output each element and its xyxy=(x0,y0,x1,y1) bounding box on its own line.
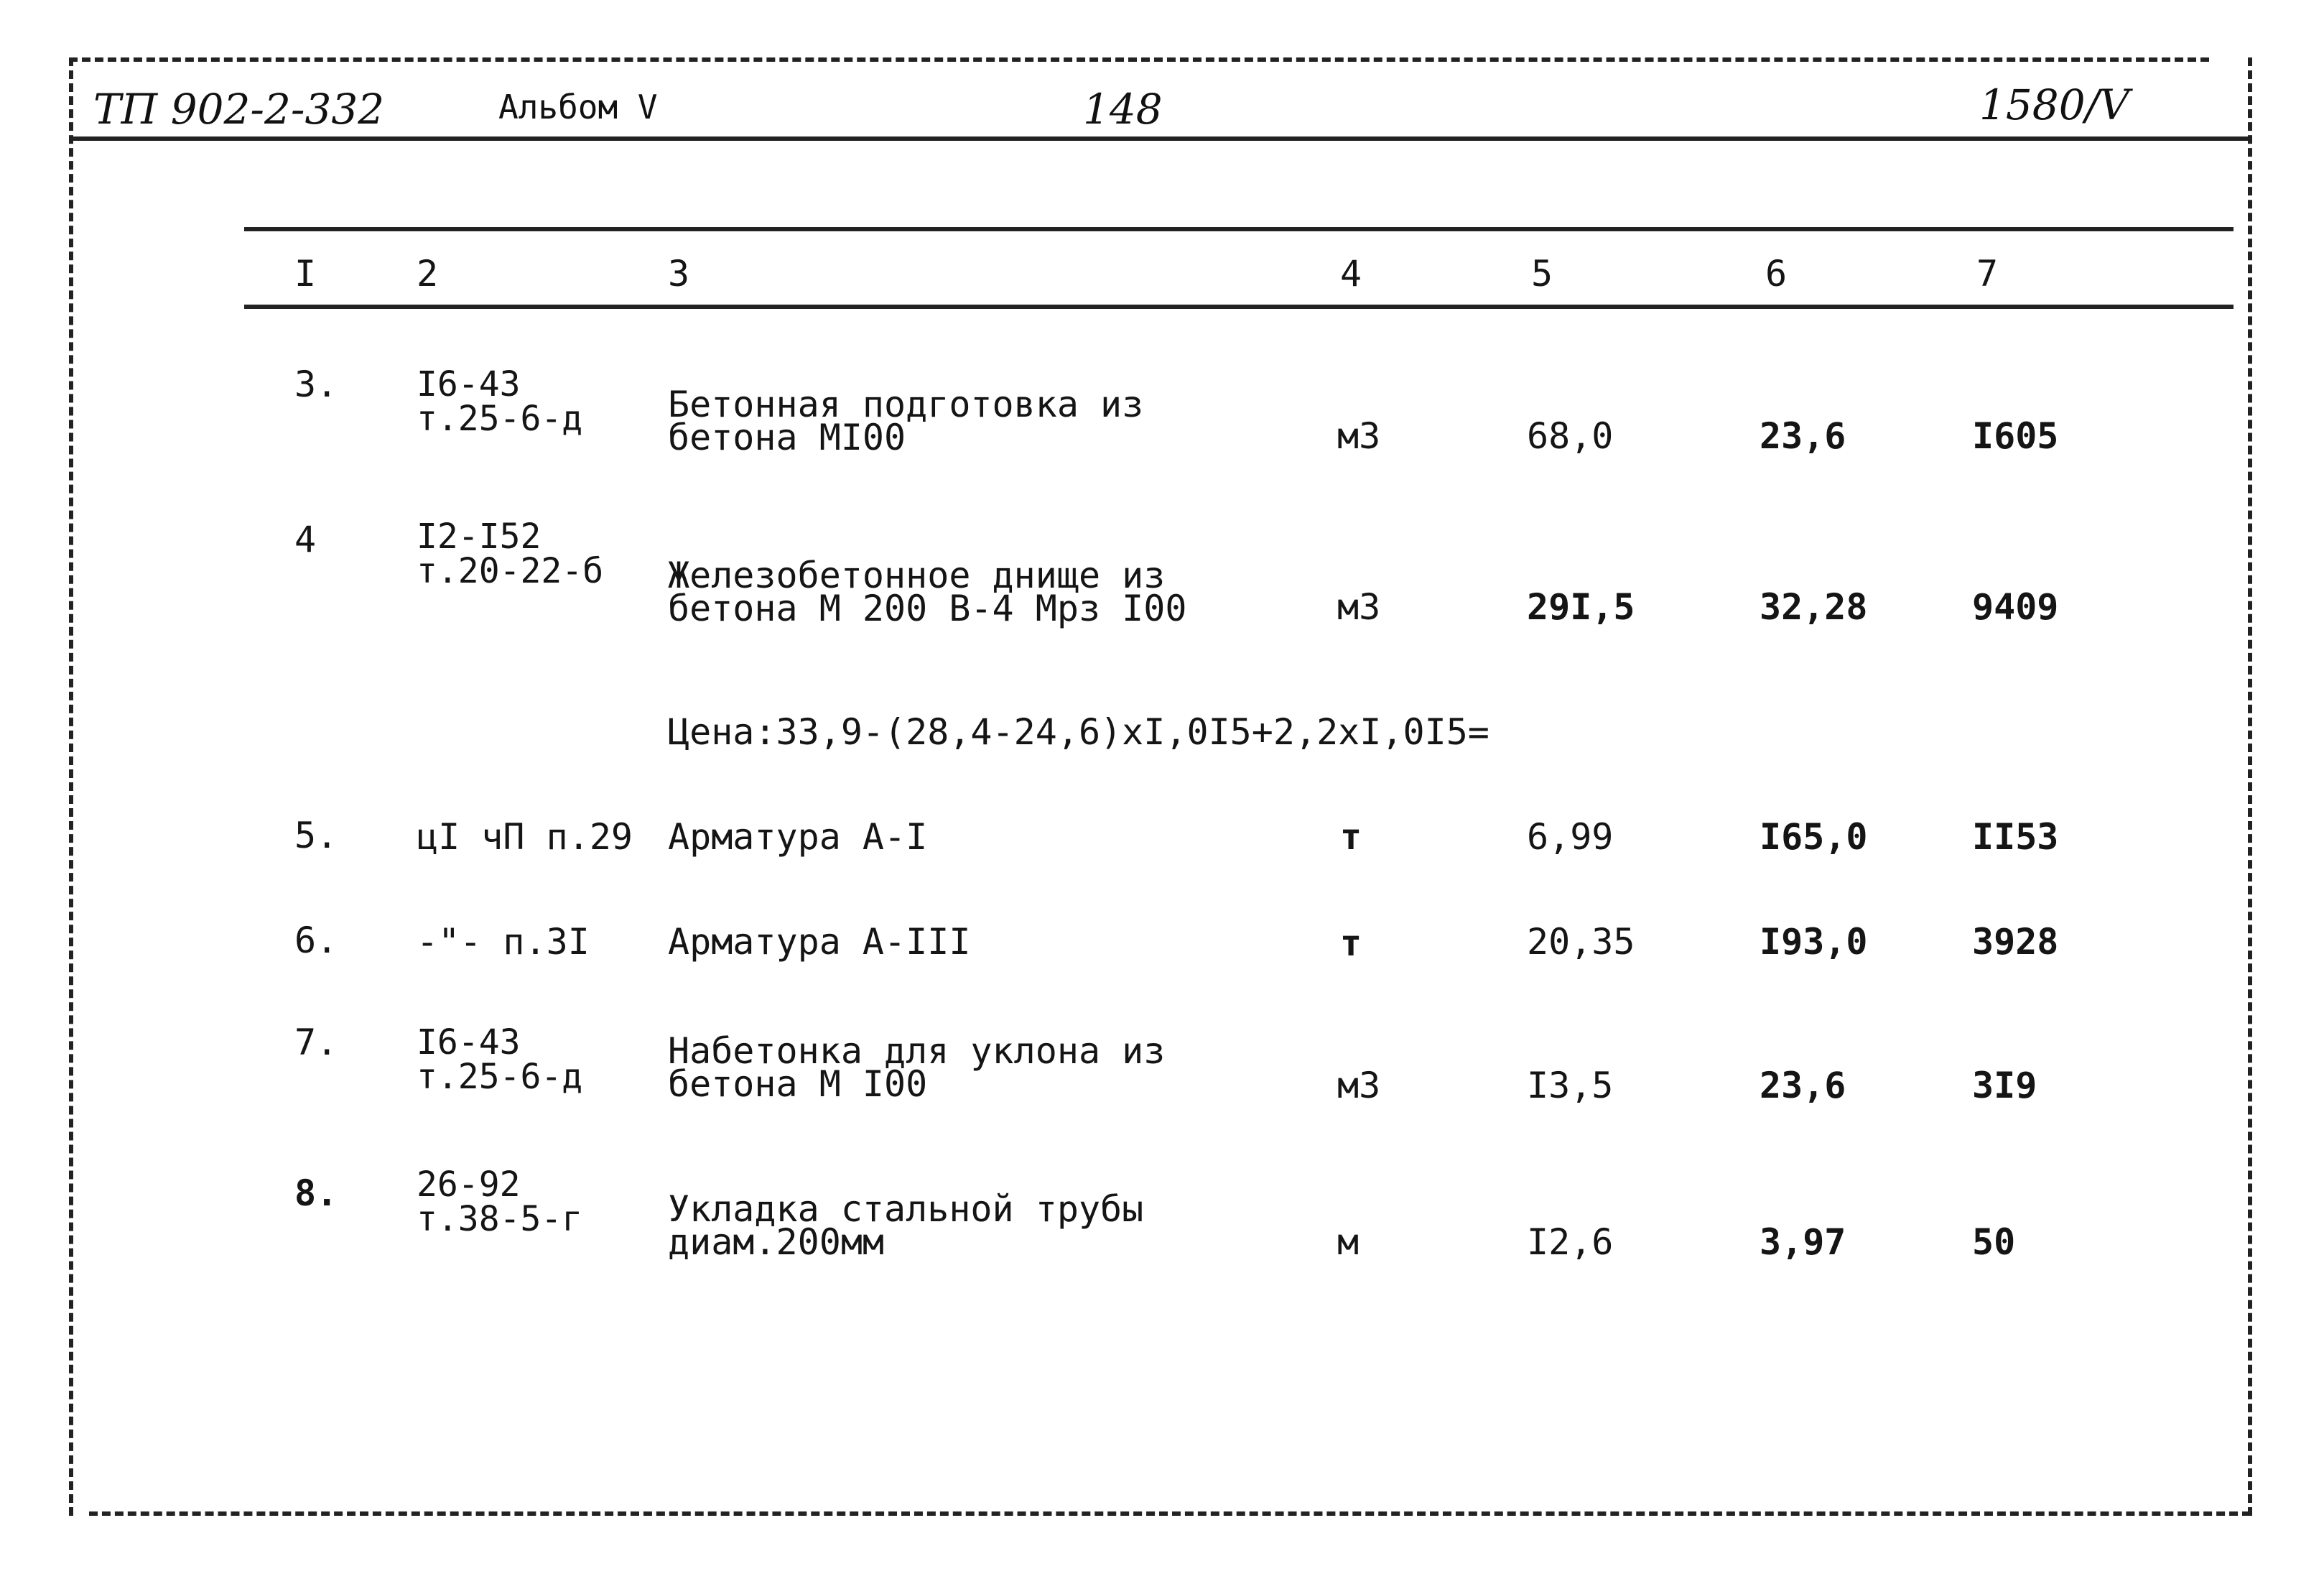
norm-table: т.20-22-б xyxy=(417,551,604,591)
norm-table: т.38-5-г xyxy=(417,1199,583,1239)
column-header-2: 2 xyxy=(417,253,439,295)
work-description: Набетонка для уклона из xyxy=(668,1030,1166,1072)
norm-code: -"- п.3I xyxy=(417,921,590,963)
doc-code: ТП 902-2-332 xyxy=(93,85,385,134)
norm-code: I2-I52 xyxy=(417,517,542,557)
unit: м3 xyxy=(1337,1065,1381,1106)
unit: т xyxy=(1340,816,1362,858)
header-divider xyxy=(69,136,2252,141)
work-description-line2: бетона MI00 xyxy=(668,417,906,458)
column-header-6: 6 xyxy=(1765,253,1788,295)
price-formula: Цена:33,9-(28,4-24,6)хI,0I5+2,2хI,0I5= xyxy=(668,711,1489,753)
work-description: Укладка стальной трубы xyxy=(668,1188,1144,1230)
quantity: 20,35 xyxy=(1527,921,1635,963)
album-label: Альбом V xyxy=(498,88,658,126)
unit-price: 3,97 xyxy=(1760,1221,1846,1263)
norm-code: 26-92 xyxy=(417,1164,521,1205)
quantity: I3,5 xyxy=(1527,1065,1614,1106)
unit-price: I65,0 xyxy=(1760,816,1868,858)
work-description-line2: бетона M 200 B-4 Mpз I00 xyxy=(668,588,1187,629)
quantity: 68,0 xyxy=(1527,415,1614,457)
total-cost: 9409 xyxy=(1972,586,2059,628)
frame-top-border xyxy=(69,57,2209,62)
frame-left-border xyxy=(69,57,73,1516)
column-header-3: 3 xyxy=(668,253,690,295)
unit-price: I93,0 xyxy=(1760,921,1868,963)
column-header-1: I xyxy=(294,253,317,295)
unit-price: 32,28 xyxy=(1760,586,1868,628)
unit: м3 xyxy=(1337,586,1381,628)
norm-code: I6-43 xyxy=(417,1022,521,1062)
table-header-rule xyxy=(244,305,2234,309)
frame-bottom-border xyxy=(89,1511,2251,1516)
work-description: Бетонная подготовка из xyxy=(668,384,1144,425)
total-cost: I605 xyxy=(1972,415,2059,457)
norm-table: т.25-6-д xyxy=(417,399,583,439)
row-number: 7. xyxy=(294,1022,338,1063)
unit: т xyxy=(1340,922,1362,964)
work-description: Железобетонное днище из xyxy=(668,555,1166,596)
page-number: 148 xyxy=(1083,85,1163,134)
total-cost: II53 xyxy=(1972,816,2059,858)
work-description-line2: диам.200мм xyxy=(668,1221,885,1263)
unit-price: 23,6 xyxy=(1760,415,1846,457)
quantity: 29I,5 xyxy=(1527,586,1635,628)
table-top-rule xyxy=(244,227,2234,231)
row-number: 8. xyxy=(294,1172,338,1214)
norm-code: цI чП п.29 xyxy=(417,816,633,858)
work-description: Арматура А-III xyxy=(668,921,971,963)
column-header-7: 7 xyxy=(1976,253,1999,295)
total-cost: 50 xyxy=(1972,1221,2016,1263)
total-cost: 3I9 xyxy=(1972,1065,2037,1106)
frame-right-border xyxy=(2248,57,2252,1516)
norm-table: т.25-6-д xyxy=(417,1057,583,1097)
unit: м xyxy=(1337,1221,1359,1263)
unit: м3 xyxy=(1337,415,1381,457)
quantity: 6,99 xyxy=(1527,816,1614,858)
unit-price: 23,6 xyxy=(1760,1065,1846,1106)
work-description-line2: бетона M I00 xyxy=(668,1063,928,1105)
row-number: 6. xyxy=(294,920,338,961)
norm-code: I6-43 xyxy=(417,364,521,404)
quantity: I2,6 xyxy=(1527,1221,1614,1263)
column-header-5: 5 xyxy=(1531,253,1553,295)
row-number: 5. xyxy=(294,815,338,856)
column-header-4: 4 xyxy=(1340,253,1362,295)
row-number: 3. xyxy=(294,364,338,405)
total-cost: 3928 xyxy=(1972,921,2059,963)
row-number: 4 xyxy=(294,519,317,560)
sheet-number: 1580/V xyxy=(1979,80,2130,129)
work-description: Арматура А-I xyxy=(668,816,928,858)
